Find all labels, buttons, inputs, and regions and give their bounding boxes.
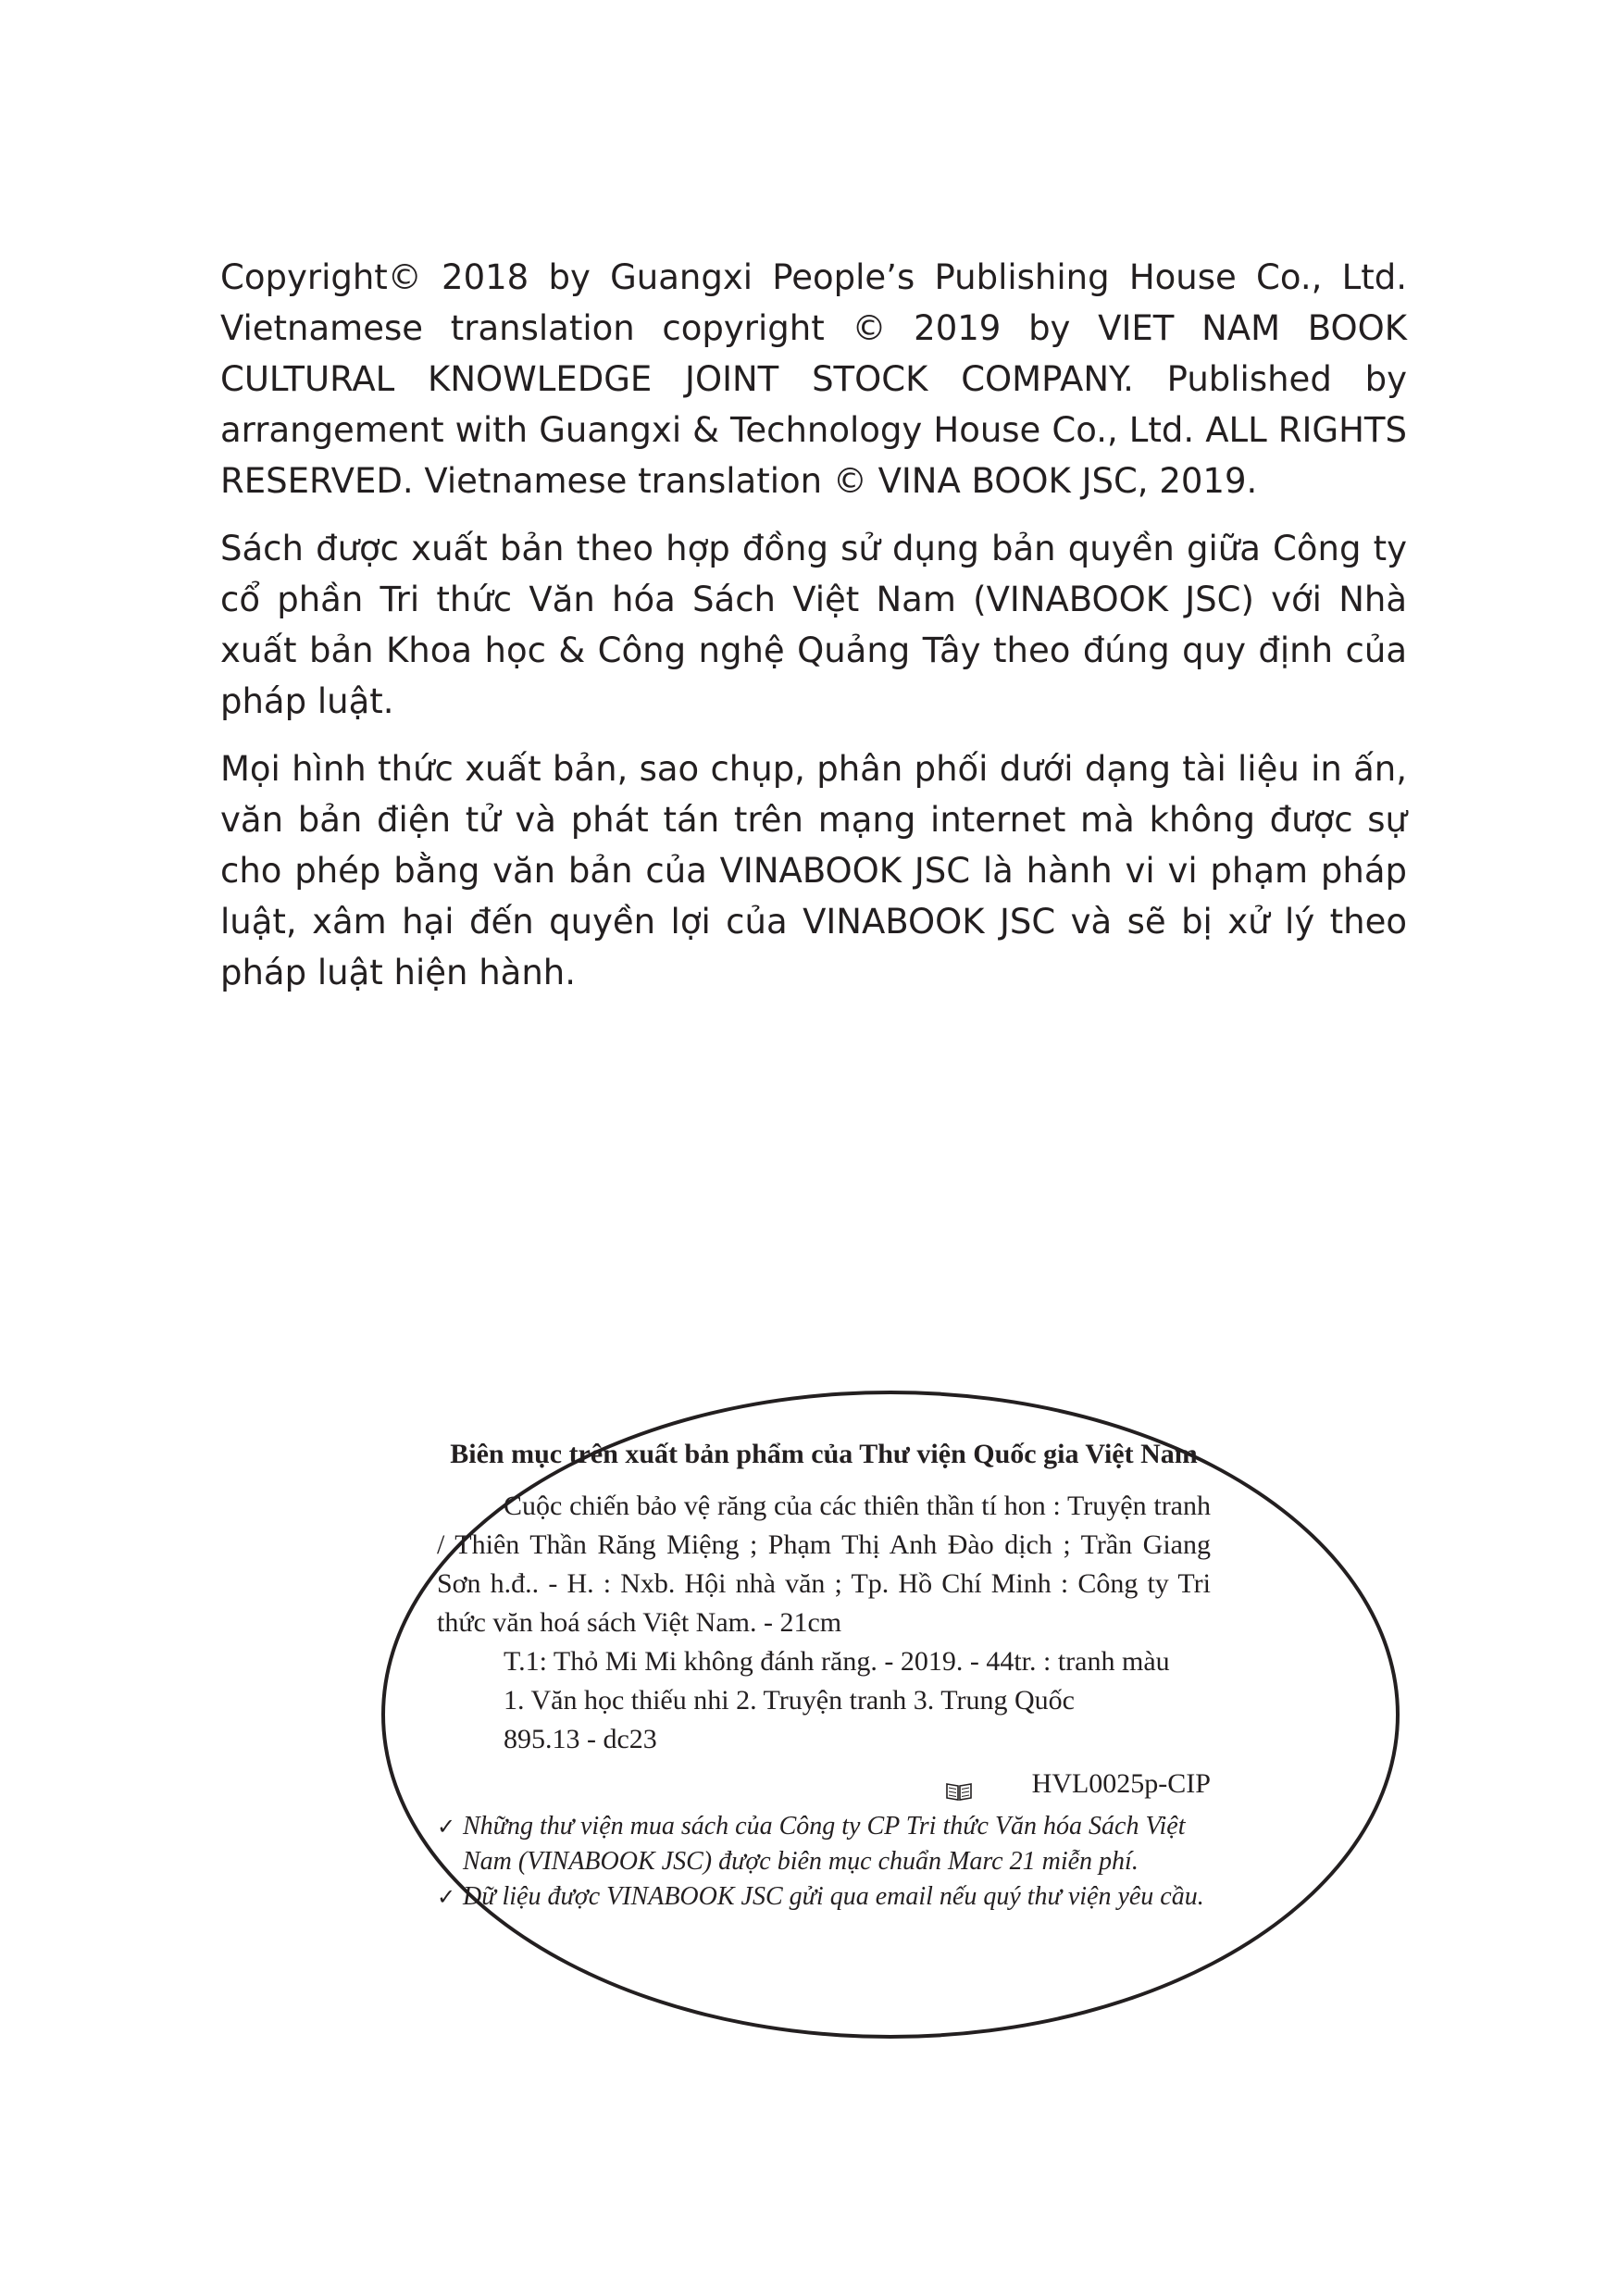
cip-subjects: 1. Văn học thiếu nhi 2. Truyện tranh 3. Trung Quốc — [504, 1685, 1075, 1716]
cip-classification: 895.13 - dc23 — [504, 1724, 657, 1754]
cip-note-text: Dữ liệu được VINABOOK JSC gửi qua email nếu quý thư viện yêu cầu. — [463, 1882, 1204, 1911]
cip-record — [437, 1435, 1211, 1915]
open-book-icon — [945, 1774, 973, 1794]
cip-note-text: Những thư viện mua sách của Công ty CP Tri thức Văn hóa Sách Việt Nam (VINABOOK JSC) được biên mục chuẩn Marc 21 miễn phí. — [463, 1812, 1186, 1876]
check-icon: ✓ — [437, 1884, 456, 1910]
cip-description: Cuộc chiến bảo vệ răng của các thiên thần tí hon : Truyện tranh / Thiên Thần Răng Miệng ; Phạm Thị Anh Đào dịch ; Trần Giang Sơn h.đ.. - H. : Nxb. Hội nhà văn ; Tp. Hồ Chí Minh : Công ty Tri thức văn hoá sách Việt Nam. - 21cm — [437, 1491, 1211, 1638]
cip-volume: T.1: Thỏ Mi Mi không đánh răng. - 2019. - 44tr. : tranh màu — [504, 1646, 1170, 1677]
copyright-vietnamese-warning: Mọi hình thức xuất bản, sao chụp, phân phối dưới dạng tài liệu in ấn, văn bản điện tử và phát tán trên mạng internet mà không được sự cho phép bằng văn bản của VINABOOK JSC là hành vi vi phạm pháp luật, xâm hại đến quyền lợi của VINABOOK JSC và sẽ bị xử lý theo pháp luật hiện hành. — [220, 749, 1407, 992]
cip-heading: Biên mục trên xuất bản phẩm của Thư viện Quốc gia Việt Nam — [450, 1439, 1198, 1469]
check-icon: ✓ — [437, 1814, 456, 1840]
copyright-section — [220, 252, 1407, 1015]
cip-note — [437, 1809, 1211, 1879]
cip-note — [437, 1879, 1211, 1915]
cip-notes — [437, 1809, 1211, 1915]
copyright-vietnamese-agreement: Sách được xuất bản theo hợp đồng sử dụng bản quyền giữa Công ty cổ phần Tri thức Văn hóa Sách Việt Nam (VINABOOK JSC) với Nhà xuất bản Khoa học & Công nghệ Quảng Tây theo đúng quy định của pháp luật. — [220, 529, 1407, 721]
cip-code: HVL0025p-CIP — [1031, 1768, 1211, 1799]
cip-code-row — [437, 1765, 1211, 1803]
copyright-english: Copyright© 2018 by Guangxi People’s Publishing House Co., Ltd. Vietnamese translation copyright © 2019 by VIET NAM BOOK CULTURAL KNOWLEDGE JOINT STOCK COMPANY. Published by arrangement with Guangxi & Technology House Co., Ltd. ALL RIGHTS RESERVED. Vietnamese translation © VINA BOOK JSC, 2019. — [220, 257, 1407, 501]
